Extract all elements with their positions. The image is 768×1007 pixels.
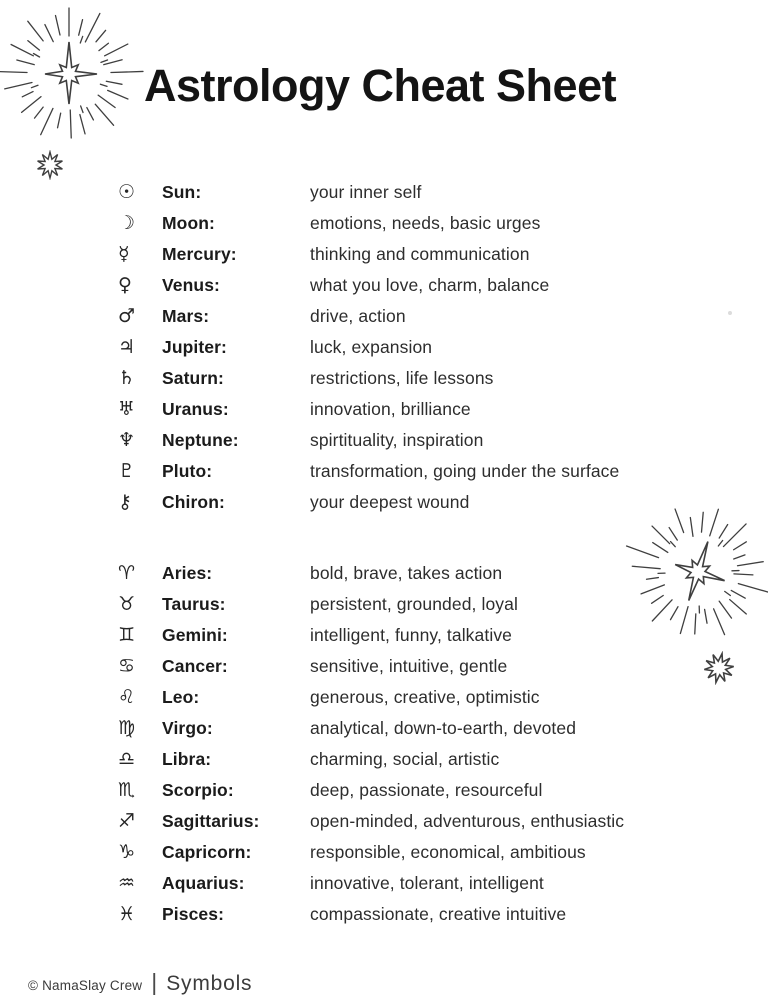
planet-symbol-icon: ⚷: [118, 491, 132, 513]
planet-name: Mars:: [162, 306, 210, 326]
planet-meaning: transformation, going under the surface: [310, 461, 620, 481]
zodiac-row: [112, 775, 624, 806]
planet-meaning: emotions, needs, basic urges: [310, 213, 541, 233]
planet-symbol-icon: ☿: [118, 243, 130, 265]
zodiac-row: [112, 868, 624, 899]
planets-list: [112, 177, 619, 518]
zodiac-name: Gemini:: [162, 625, 228, 645]
copyright-text: © NamaSlay Crew: [28, 978, 143, 993]
footer-divider: |: [151, 969, 158, 995]
planet-symbol-icon: ♄: [118, 367, 136, 389]
zodiac-traits: compassionate, creative intuitive: [310, 904, 567, 924]
zodiac-symbol-icon: ♒: [118, 872, 136, 894]
zodiac-traits: analytical, down-to-earth, devoted: [310, 718, 577, 738]
planet-row: [112, 239, 619, 270]
zodiac-row: [112, 558, 624, 589]
planet-meaning: luck, expansion: [310, 337, 433, 357]
zodiac-traits: generous, creative, optimistic: [310, 687, 540, 707]
zodiac-name: Aquarius:: [162, 873, 245, 893]
planet-row: [112, 363, 619, 394]
planet-row: [112, 394, 619, 425]
zodiac-traits: charming, social, artistic: [310, 749, 500, 769]
planet-name: Uranus:: [162, 399, 229, 419]
zodiac-symbol-icon: ♍: [118, 717, 136, 739]
zodiac-symbol-icon: ♑: [118, 841, 136, 863]
zodiac-row: [112, 713, 624, 744]
zodiac-row: [112, 620, 624, 651]
planet-symbol-icon: ☽: [118, 212, 136, 234]
planet-meaning: thinking and communication: [310, 244, 530, 264]
zodiac-row: [112, 837, 624, 868]
zodiac-row: [112, 651, 624, 682]
zodiac-traits: responsible, economical, ambitious: [310, 842, 586, 862]
zodiac-name: Sagittarius:: [162, 811, 260, 831]
zodiac-name: Leo:: [162, 687, 200, 707]
zodiac-traits: sensitive, intuitive, gentle: [310, 656, 508, 676]
starburst-illustration-right: [613, 487, 768, 657]
zodiac-name: Taurus:: [162, 594, 226, 614]
planet-row: [112, 487, 619, 518]
planet-row: [112, 425, 619, 456]
zodiac-symbol-icon: ♌: [118, 686, 136, 708]
starburst-illustration-top-left: [0, 0, 154, 159]
zodiac-symbol-icon: ♊: [118, 624, 136, 646]
planet-row: [112, 332, 619, 363]
planet-row: [112, 301, 619, 332]
planet-meaning: drive, action: [310, 306, 406, 326]
planet-symbol-icon: ♇: [118, 460, 136, 482]
zodiac-traits: open-minded, adventurous, enthusiastic: [310, 811, 625, 831]
page-title: Astrology Cheat Sheet: [144, 60, 617, 111]
planet-symbol-icon: ♃: [118, 336, 136, 358]
zodiac-name: Cancer:: [162, 656, 228, 676]
planet-meaning: restrictions, life lessons: [310, 368, 494, 388]
zodiac-row: [112, 899, 624, 930]
zodiac-name: Virgo:: [162, 718, 213, 738]
zodiac-symbol-icon: ♏: [118, 779, 136, 801]
zodiac-symbol-icon: ♎: [118, 748, 136, 770]
zodiac-symbol-icon: ♉: [118, 593, 136, 615]
zodiac-signs-list: [112, 558, 624, 930]
zodiac-row: [112, 806, 624, 837]
planet-name: Venus:: [162, 275, 220, 295]
zodiac-name: Scorpio:: [162, 780, 234, 800]
planet-meaning: spirtituality, inspiration: [310, 430, 484, 450]
footer-brand: Symbols: [166, 972, 253, 995]
zodiac-row: [112, 682, 624, 713]
planet-symbol-icon: ♂: [118, 305, 136, 327]
planet-symbol-icon: ♀: [118, 274, 132, 296]
planet-row: [112, 270, 619, 301]
planet-symbol-icon: ♆: [118, 429, 136, 451]
planet-meaning: innovation, brilliance: [310, 399, 471, 419]
planet-symbol-icon: ☉: [118, 181, 136, 203]
zodiac-traits: innovative, tolerant, intelligent: [310, 873, 544, 893]
faint-speck: [728, 311, 732, 315]
zodiac-symbol-icon: ♈: [118, 562, 136, 584]
footer: [28, 969, 252, 996]
zodiac-traits: bold, brave, takes action: [310, 563, 503, 583]
zodiac-symbol-icon: ♓: [118, 903, 136, 925]
planet-meaning: your inner self: [310, 182, 422, 202]
zodiac-row: [112, 589, 624, 620]
zodiac-row: [112, 744, 624, 775]
planet-name: Saturn:: [162, 368, 224, 388]
sparkle-star-icon-right: [702, 651, 736, 685]
planet-name: Neptune:: [162, 430, 239, 450]
planet-meaning: your deepest wound: [310, 492, 470, 512]
planet-name: Pluto:: [162, 461, 213, 481]
zodiac-symbol-icon: ♐: [118, 810, 136, 832]
sparkle-star-icon-top-left: [35, 150, 65, 180]
zodiac-traits: persistent, grounded, loyal: [310, 594, 518, 614]
zodiac-name: Capricorn:: [162, 842, 252, 862]
zodiac-symbol-icon: ♋: [118, 655, 136, 677]
planet-name: Moon:: [162, 213, 215, 233]
planet-name: Jupiter:: [162, 337, 227, 357]
planet-row: [112, 177, 619, 208]
zodiac-name: Libra:: [162, 749, 212, 769]
zodiac-name: Aries:: [162, 563, 213, 583]
planet-row: [112, 456, 619, 487]
planet-row: [112, 208, 619, 239]
planet-name: Mercury:: [162, 244, 237, 264]
planet-symbol-icon: ♅: [118, 398, 136, 420]
zodiac-traits: deep, passionate, resourceful: [310, 780, 543, 800]
planet-name: Sun:: [162, 182, 202, 202]
zodiac-traits: intelligent, funny, talkative: [310, 625, 512, 645]
planet-name: Chiron:: [162, 492, 225, 512]
planet-meaning: what you love, charm, balance: [310, 275, 550, 295]
zodiac-name: Pisces:: [162, 904, 224, 924]
